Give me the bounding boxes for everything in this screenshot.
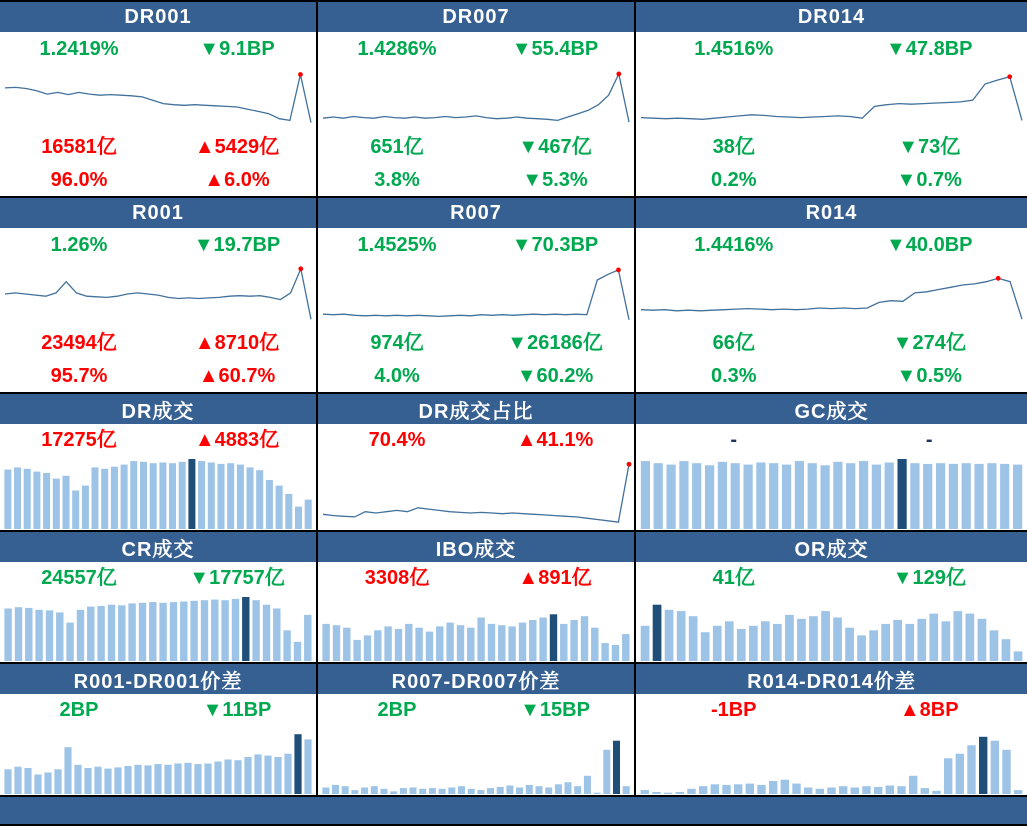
dr007-rate-delta: ▼55.4BP <box>476 39 634 59</box>
dr-deal-bar-chart <box>0 456 316 530</box>
dr001-volume-delta: ▲5429亿 <box>158 137 316 157</box>
dr001-sparkline <box>0 65 316 130</box>
panel-cr-deal <box>0 532 318 664</box>
panel-r014 <box>636 198 1027 394</box>
r007-volume-delta: ▼26186亿 <box>476 333 634 353</box>
panel-spread-r001-dr001 <box>0 664 318 797</box>
dr-deal-value-row <box>0 424 316 456</box>
dr014-rate-row <box>636 32 1027 65</box>
spread-r014-dr014-bar-chart <box>636 726 1027 795</box>
panel-dr-deal-title: DR成交 <box>0 394 316 424</box>
gc-deal-value-row <box>636 424 1027 456</box>
panel-dr007 <box>318 2 636 198</box>
dr001-rate-delta: ▼9.1BP <box>158 39 316 59</box>
dr-deal-delta: ▲4883亿 <box>158 430 316 450</box>
dr-share-value: 70.4% <box>318 430 476 450</box>
dr-share-value-row <box>318 424 634 456</box>
dr014-volume-row <box>636 130 1027 163</box>
panel-dr-share <box>318 394 636 532</box>
or-deal-delta: ▼129亿 <box>832 568 1027 588</box>
dr001-volume-row <box>0 130 316 163</box>
dr-share-sparkline <box>318 456 634 530</box>
dr014-rate-delta: ▼47.8BP <box>832 39 1027 59</box>
r001-volume-value: 23494亿 <box>0 333 158 353</box>
panel-cr-deal-title: CR成交 <box>0 532 316 562</box>
dr014-rate-value: 1.4516% <box>636 39 832 59</box>
panel-dr014 <box>636 2 1027 198</box>
panel-or-deal-title: OR成交 <box>636 532 1027 562</box>
panel-dr007-title: DR007 <box>318 2 634 32</box>
r001-share-row <box>0 359 316 392</box>
dr007-volume-delta: ▼467亿 <box>476 137 634 157</box>
panel-dr001 <box>0 2 318 198</box>
dr007-rate-row <box>318 32 634 65</box>
spread-r014-dr014-value: -1BP <box>636 700 832 720</box>
dr007-share-value: 3.8% <box>318 170 476 190</box>
r014-share-delta: ▼0.5% <box>832 366 1027 386</box>
panel-spread-r007-dr007 <box>318 664 636 797</box>
cr-deal-bar-chart <box>0 594 316 662</box>
spread-r001-dr001-value: 2BP <box>0 700 158 720</box>
panel-dr001-title: DR001 <box>0 2 316 32</box>
panel-spread-r014-dr014 <box>636 664 1027 797</box>
r007-rate-row <box>318 228 634 261</box>
r001-rate-delta: ▼19.7BP <box>158 235 316 255</box>
r014-rate-delta: ▼40.0BP <box>832 235 1027 255</box>
dr014-share-value: 0.2% <box>636 170 832 190</box>
panel-ibo-deal <box>318 532 636 664</box>
dr007-rate-value: 1.4286% <box>318 39 476 59</box>
dr007-volume-value: 651亿 <box>318 137 476 157</box>
ibo-deal-value-row <box>318 562 634 594</box>
r007-volume-row <box>318 326 634 359</box>
spread-r001-dr001-delta: ▼11BP <box>158 700 316 720</box>
r007-rate-delta: ▼70.3BP <box>476 235 634 255</box>
r014-rate-row <box>636 228 1027 261</box>
dr014-volume-delta: ▼73亿 <box>832 137 1027 157</box>
dr014-sparkline <box>636 65 1027 130</box>
cr-deal-value: 24557亿 <box>0 568 158 588</box>
dr001-share-row <box>0 163 316 196</box>
or-deal-value: 41亿 <box>636 568 832 588</box>
panel-gc-deal-title: GC成交 <box>636 394 1027 424</box>
dr007-sparkline <box>318 65 634 130</box>
r001-volume-delta: ▲8710亿 <box>158 333 316 353</box>
panel-r014-title: R014 <box>636 198 1027 228</box>
panel-spread-r001-dr001-title: R001-DR001价差 <box>0 664 316 694</box>
dr001-volume-value: 16581亿 <box>0 137 158 157</box>
spread-r007-dr007-value: 2BP <box>318 700 476 720</box>
cr-deal-delta: ▼17757亿 <box>158 568 316 588</box>
r014-volume-row <box>636 326 1027 359</box>
cr-deal-value-row <box>0 562 316 594</box>
footer-bar <box>0 797 1027 826</box>
r014-sparkline <box>636 261 1027 326</box>
dr-deal-value: 17275亿 <box>0 430 158 450</box>
r014-volume-value: 66亿 <box>636 333 832 353</box>
panel-dr-deal <box>0 394 318 532</box>
r014-share-row <box>636 359 1027 392</box>
panel-r001 <box>0 198 318 394</box>
spread-r001-dr001-bar-chart <box>0 726 316 795</box>
dr007-share-delta: ▼5.3% <box>476 170 634 190</box>
spread-r007-dr007-bar-chart <box>318 726 634 795</box>
panel-r007-title: R007 <box>318 198 634 228</box>
r001-rate-row <box>0 228 316 261</box>
r007-sparkline <box>318 261 634 326</box>
panel-gc-deal <box>636 394 1027 532</box>
r014-volume-delta: ▼274亿 <box>832 333 1027 353</box>
panel-spread-r007-dr007-title: R007-DR007价差 <box>318 664 634 694</box>
dr001-share-delta: ▲6.0% <box>158 170 316 190</box>
panel-spread-r014-dr014-title: R014-DR014价差 <box>636 664 1027 694</box>
dr001-rate-value: 1.2419% <box>0 39 158 59</box>
panel-or-deal <box>636 532 1027 664</box>
or-deal-bar-chart <box>636 594 1027 662</box>
spread-r014-dr014-delta: ▲8BP <box>832 700 1027 720</box>
panel-dr-share-title: DR成交占比 <box>318 394 634 424</box>
dr-share-delta: ▲41.1% <box>476 430 634 450</box>
spread-r001-dr001-value-row <box>0 694 316 726</box>
ibo-deal-value: 3308亿 <box>318 568 476 588</box>
panel-r001-title: R001 <box>0 198 316 228</box>
dr007-share-row <box>318 163 634 196</box>
panel-ibo-deal-title: IBO成交 <box>318 532 634 562</box>
r014-share-value: 0.3% <box>636 366 832 386</box>
r001-share-delta: ▲60.7% <box>158 366 316 386</box>
r007-share-value: 4.0% <box>318 366 476 386</box>
r014-rate-value: 1.4416% <box>636 235 832 255</box>
panel-r007 <box>318 198 636 394</box>
r007-rate-value: 1.4525% <box>318 235 476 255</box>
ibo-deal-bar-chart <box>318 594 634 662</box>
r007-share-row <box>318 359 634 392</box>
r001-rate-value: 1.26% <box>0 235 158 255</box>
dr014-volume-value: 38亿 <box>636 137 832 157</box>
spread-r014-dr014-value-row <box>636 694 1027 726</box>
gc-deal-bar-chart <box>636 456 1027 530</box>
gc-deal-delta: - <box>832 430 1027 450</box>
dr014-share-delta: ▼0.7% <box>832 170 1027 190</box>
dr014-share-row <box>636 163 1027 196</box>
spread-r007-dr007-value-row <box>318 694 634 726</box>
or-deal-value-row <box>636 562 1027 594</box>
dr001-rate-row <box>0 32 316 65</box>
gc-deal-value: - <box>636 430 832 450</box>
r001-volume-row <box>0 326 316 359</box>
r001-share-value: 95.7% <box>0 366 158 386</box>
dr007-volume-row <box>318 130 634 163</box>
r001-sparkline <box>0 261 316 326</box>
panel-dr014-title: DR014 <box>636 2 1027 32</box>
spread-r007-dr007-delta: ▼15BP <box>476 700 634 720</box>
dr001-share-value: 96.0% <box>0 170 158 190</box>
ibo-deal-delta: ▲891亿 <box>476 568 634 588</box>
r007-volume-value: 974亿 <box>318 333 476 353</box>
r007-share-delta: ▼60.2% <box>476 366 634 386</box>
